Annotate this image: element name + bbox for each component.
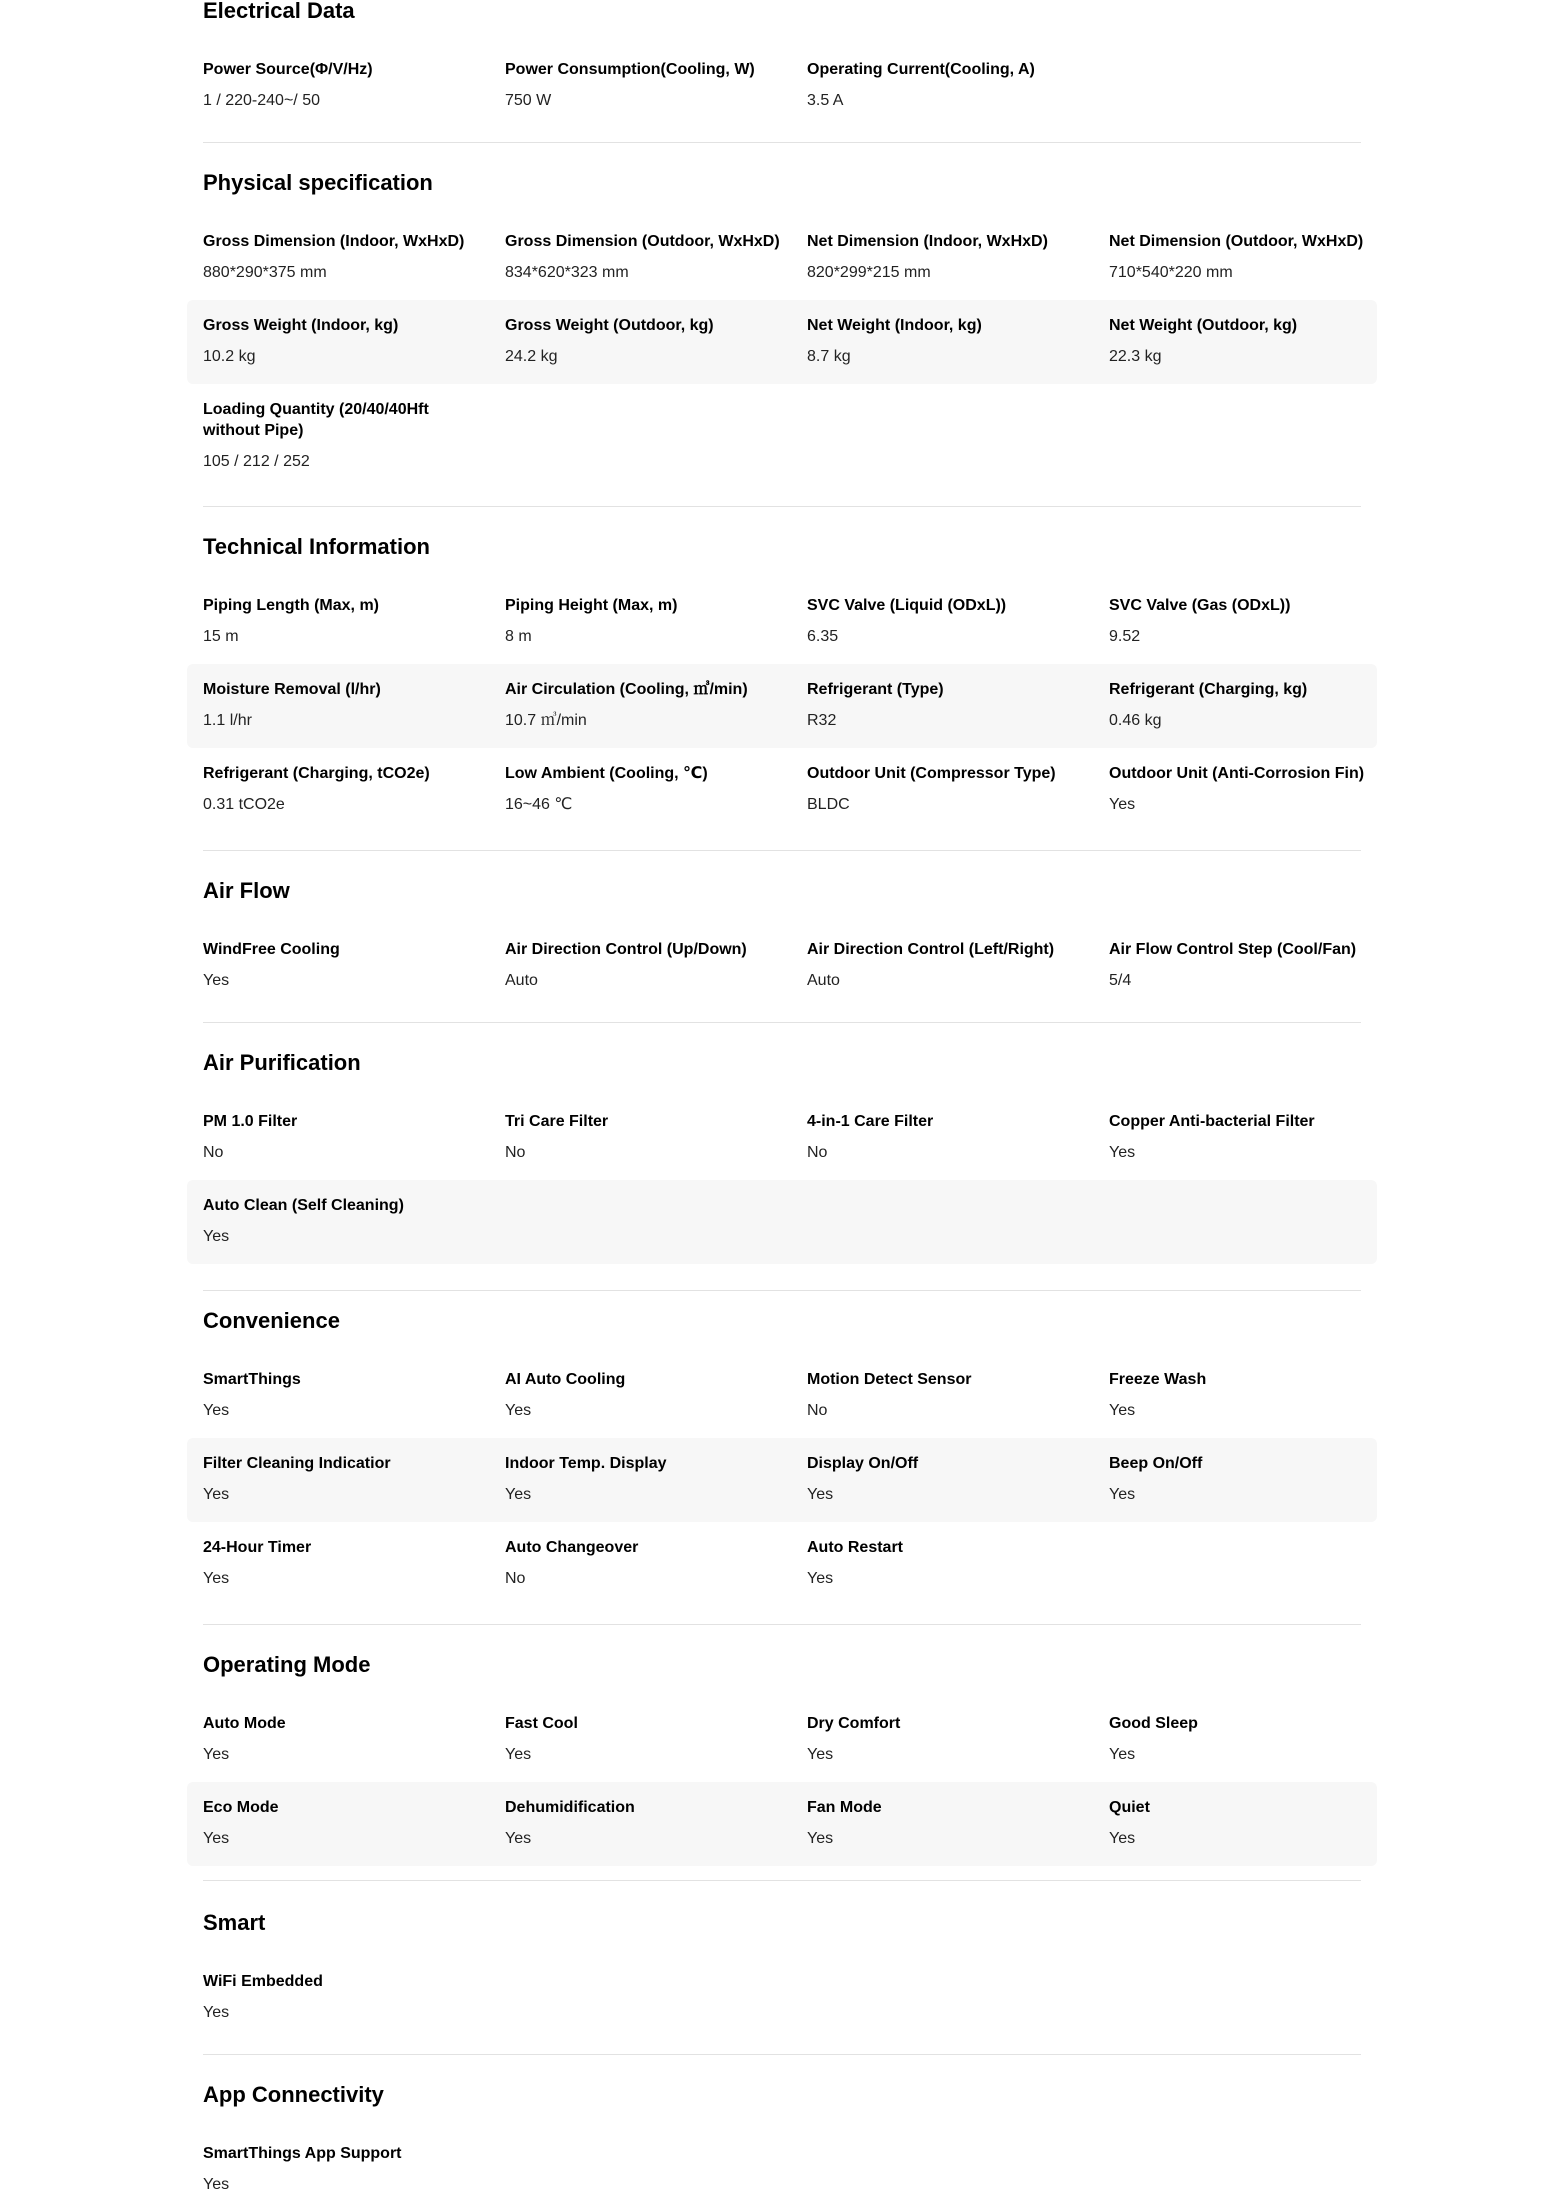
spec-value: 710*540*220 mm — [1109, 264, 1233, 281]
spec-label: Auto Changeover — [505, 1539, 639, 1556]
spec-label: Net Dimension (Indoor, WxHxD) — [807, 233, 1048, 250]
spec-label: Eco Mode — [203, 1799, 279, 1816]
spec-label: Beep On/Off — [1109, 1455, 1203, 1472]
spec-value: Yes — [505, 1830, 532, 1847]
spec-label: Indoor Temp. Display — [505, 1455, 667, 1472]
section-title: Physical specification — [203, 170, 433, 195]
spec-value: 10.7 ㎥/min — [505, 712, 587, 729]
spec-value: Auto — [505, 972, 538, 989]
spec-value: R32 — [807, 712, 837, 729]
spec-row — [187, 300, 1377, 384]
spec-value: Yes — [1109, 1746, 1136, 1763]
section-title: Operating Mode — [203, 1652, 371, 1677]
section-divider — [203, 1290, 1361, 1291]
spec-label: SVC Valve (Liquid (ODxL)) — [807, 597, 1007, 614]
spec-value: 22.3 kg — [1109, 348, 1162, 365]
section-divider — [203, 506, 1361, 507]
spec-value: 0.46 kg — [1109, 712, 1162, 729]
spec-label: Filter Cleaning Indicatior — [203, 1455, 391, 1472]
spec-value: 8.7 kg — [807, 348, 851, 365]
spec-label: Gross Dimension (Indoor, WxHxD) — [203, 233, 465, 250]
spec-row — [187, 748, 1377, 832]
spec-value: 10.2 kg — [203, 348, 256, 365]
spec-label: Loading Quantity (20/40/40Hft without Pipe) — [203, 401, 429, 439]
spec-row — [187, 44, 1377, 128]
spec-value: Yes — [1109, 1486, 1136, 1503]
spec-label: Refrigerant (Charging, kg) — [1109, 681, 1308, 698]
section-title: Technical Information — [203, 534, 430, 559]
spec-value: 880*290*375 mm — [203, 264, 327, 281]
section-divider — [203, 1022, 1361, 1023]
spec-label: Operating Current(Cooling, A) — [807, 61, 1035, 78]
spec-value: 834*620*323 mm — [505, 264, 629, 281]
spec-label: Moisture Removal (l/hr) — [203, 681, 381, 698]
spec-label: Good Sleep — [1109, 1715, 1198, 1732]
spec-label: Gross Weight (Outdoor, kg) — [505, 317, 714, 334]
spec-value: Yes — [203, 972, 230, 989]
spec-label: Air Direction Control (Up/Down) — [505, 941, 747, 958]
spec-label: Piping Height (Max, m) — [505, 597, 678, 614]
spec-value: Yes — [1109, 1402, 1136, 1419]
spec-value: No — [505, 1570, 526, 1587]
section-title: Convenience — [203, 1308, 340, 1333]
section-divider — [203, 850, 1361, 851]
spec-label: Air Circulation (Cooling, ㎥/min) — [505, 681, 748, 698]
spec-value: 820*299*215 mm — [807, 264, 931, 281]
spec-label: Net Weight (Indoor, kg) — [807, 317, 982, 334]
spec-label: Fast Cool — [505, 1715, 578, 1732]
spec-label: Refrigerant (Type) — [807, 681, 944, 698]
section-title: Electrical Data — [203, 0, 355, 23]
section-title: App Connectivity — [203, 2082, 384, 2107]
spec-label: WiFi Embedded — [203, 1973, 323, 1990]
spec-value: Yes — [807, 1570, 834, 1587]
spec-value: Yes — [505, 1486, 532, 1503]
spec-value: 0.31 tCO2e — [203, 796, 285, 813]
spec-row — [187, 1438, 1377, 1522]
spec-value: No — [807, 1144, 828, 1161]
spec-row — [187, 580, 1377, 664]
spec-row — [187, 1096, 1377, 1180]
spec-label: AI Auto Cooling — [505, 1371, 626, 1388]
spec-row — [187, 216, 1377, 300]
spec-row — [187, 1782, 1377, 1866]
spec-label: Outdoor Unit (Compressor Type) — [807, 765, 1056, 782]
spec-value: BLDC — [807, 796, 850, 813]
spec-value: Yes — [807, 1486, 834, 1503]
spec-row — [187, 1354, 1377, 1438]
spec-row — [187, 664, 1377, 748]
spec-label: 24-Hour Timer — [203, 1539, 312, 1556]
spec-label: Auto Mode — [203, 1715, 286, 1732]
spec-row — [187, 1180, 1377, 1264]
section-title: Air Flow — [203, 878, 290, 903]
spec-row — [187, 1698, 1377, 1782]
spec-label: Outdoor Unit (Anti-Corrosion Fin) — [1109, 765, 1365, 782]
spec-label: Piping Length (Max, m) — [203, 597, 379, 614]
spec-label: Display On/Off — [807, 1455, 919, 1472]
spec-label: Fan Mode — [807, 1799, 882, 1816]
section-divider — [203, 142, 1361, 143]
spec-label: SVC Valve (Gas (ODxL)) — [1109, 597, 1291, 614]
spec-row — [187, 1522, 1377, 1606]
spec-label: Auto Clean (Self Cleaning) — [203, 1197, 404, 1214]
spec-value: No — [203, 1144, 224, 1161]
spec-value: 1.1 l/hr — [203, 712, 252, 729]
spec-value: Yes — [203, 1746, 230, 1763]
section-divider — [203, 2054, 1361, 2055]
spec-label: Net Weight (Outdoor, kg) — [1109, 317, 1298, 334]
spec-label: Gross Weight (Indoor, kg) — [203, 317, 399, 334]
spec-label: Quiet — [1109, 1799, 1150, 1816]
spec-label: Power Source(Φ/V/Hz) — [203, 61, 373, 78]
spec-label: Low Ambient (Cooling, ℃) — [505, 765, 708, 782]
spec-value: Yes — [505, 1746, 532, 1763]
spec-label: Dehumidification — [505, 1799, 635, 1816]
spec-label: SmartThings App Support — [203, 2145, 402, 2162]
spec-row — [187, 924, 1377, 1008]
spec-label: Freeze Wash — [1109, 1371, 1207, 1388]
spec-value: 105 / 212 / 252 — [203, 453, 310, 470]
spec-label: Tri Care Filter — [505, 1113, 609, 1130]
spec-value: 15 m — [203, 628, 239, 645]
spec-label: Air Direction Control (Left/Right) — [807, 941, 1055, 958]
spec-label: Net Dimension (Outdoor, WxHxD) — [1109, 233, 1364, 250]
spec-label: SmartThings — [203, 1371, 301, 1388]
spec-value: Yes — [203, 1228, 230, 1245]
spec-value: 16~46 ℃ — [505, 796, 573, 813]
spec-value: 5/4 — [1109, 972, 1132, 989]
spec-label: 4-in-1 Care Filter — [807, 1113, 934, 1130]
spec-value: 3.5 A — [807, 92, 844, 109]
spec-value: No — [505, 1144, 526, 1161]
spec-label: Auto Restart — [807, 1539, 904, 1556]
spec-label: Refrigerant (Charging, tCO2e) — [203, 765, 430, 782]
spec-value: 1 / 220-240~/ 50 — [203, 92, 320, 109]
spec-value: Yes — [1109, 1830, 1136, 1847]
spec-value: Yes — [203, 1402, 230, 1419]
spec-label: WindFree Cooling — [203, 941, 340, 958]
spec-value: Yes — [1109, 1144, 1136, 1161]
spec-value: 750 W — [505, 92, 552, 109]
spec-label: Gross Dimension (Outdoor, WxHxD) — [505, 233, 780, 250]
spec-label: Power Consumption(Cooling, W) — [505, 61, 755, 78]
spec-value: Yes — [203, 1486, 230, 1503]
section-title: Air Purification — [203, 1050, 361, 1075]
spec-value: Yes — [807, 1746, 834, 1763]
section-title: Smart — [203, 1910, 266, 1935]
spec-label: PM 1.0 Filter — [203, 1113, 298, 1130]
spec-value: Auto — [807, 972, 840, 989]
spec-value: Yes — [203, 1570, 230, 1587]
section-divider — [203, 1880, 1361, 1881]
spec-label: Air Flow Control Step (Cool/Fan) — [1109, 941, 1357, 958]
spec-value: No — [807, 1402, 828, 1419]
spec-value: 9.52 — [1109, 628, 1141, 645]
spec-value: Yes — [1109, 796, 1136, 813]
spec-row — [187, 384, 1377, 490]
spec-row — [187, 1956, 1377, 2040]
spec-row — [187, 2128, 1377, 2212]
spec-value: Yes — [203, 2176, 230, 2193]
spec-value: 8 m — [505, 628, 532, 645]
section-divider — [203, 1624, 1361, 1625]
spec-value: Yes — [203, 1830, 230, 1847]
spec-value: 24.2 kg — [505, 348, 558, 365]
spec-label: Copper Anti-bacterial Filter — [1109, 1113, 1315, 1130]
spec-value: Yes — [807, 1830, 834, 1847]
spec-label: Dry Comfort — [807, 1715, 901, 1732]
spec-label: Motion Detect Sensor — [807, 1371, 972, 1388]
spec-value: 6.35 — [807, 628, 839, 645]
spec-value: Yes — [203, 2004, 230, 2021]
spec-value: Yes — [505, 1402, 532, 1419]
